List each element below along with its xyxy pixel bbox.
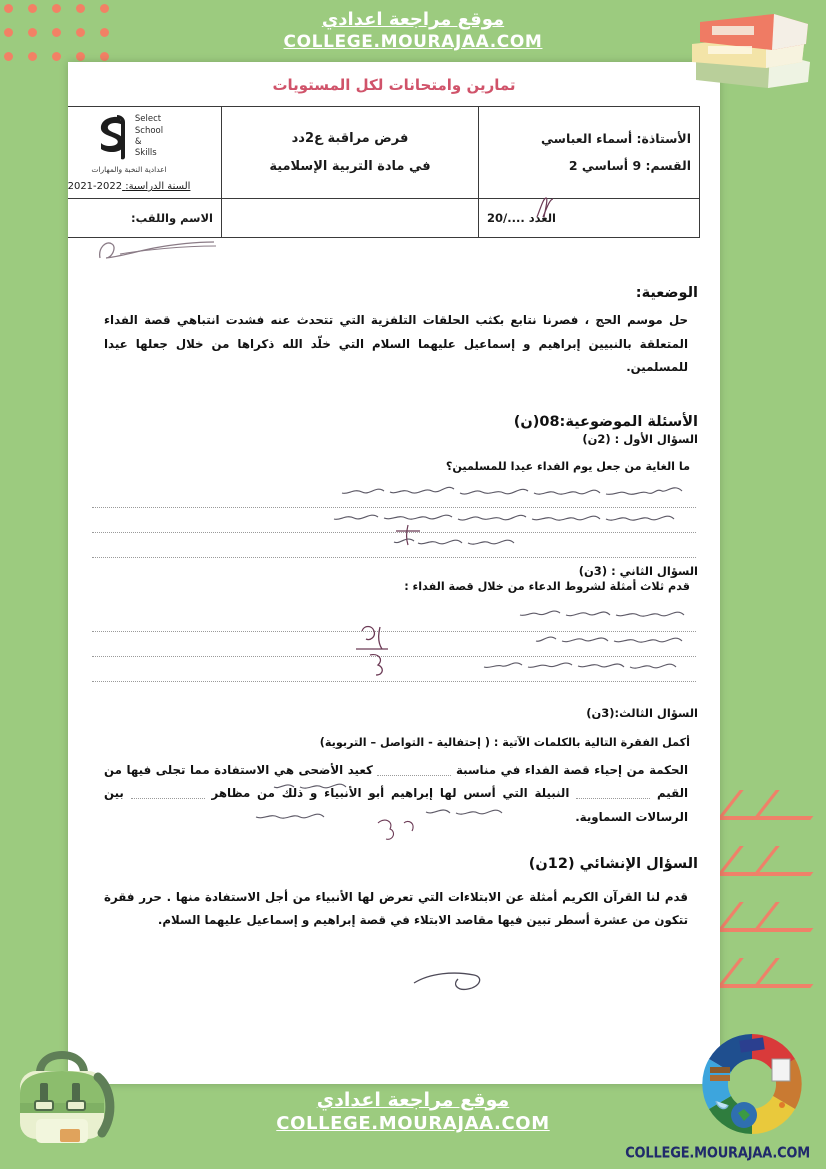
school-logo [68,113,213,192]
situation-text: حل موسم الحج ، فصرنا نتابع بكثب الحلقات التلفزية التي تتحدث عنه فشدت انتباهي قصة الفداء المتعلقة بالنبيين إبراهيم و إسماعيل عليهما السلام التي خلّد الله ذكراها من خلال جعلها عيدا للمسلمين. [104,313,688,375]
exam-header-table [68,106,700,238]
question-2-label: السؤال الثاني : (3ن) [578,563,698,578]
logo-cell [68,107,222,199]
fill-part-4: بين الرسالات السماوية. [104,786,688,824]
question-2-prompt: قدم ثلاث أمثلة لشروط الدعاء من خلال قصة الفداء : [404,579,690,593]
answer-line[interactable] [92,657,696,682]
class-number: 9 [632,157,642,173]
fill-blank-2[interactable] [576,798,650,799]
signature-scribble [90,232,220,272]
top-banner [0,0,826,62]
mark-label: العدد ..../20 [487,211,556,225]
table-row-identity [68,199,700,238]
answer-line[interactable] [92,632,696,657]
class-suffix: أساسي 2 [568,157,633,173]
fill-part-1: الحكمة من إحياء قصة الفداء في مناسبة [455,762,688,777]
class-prefix: القسم: [641,157,691,173]
question-3-prompt: أكمل الفقرة التالية بالكلمات الآتية : ( إحتفالية - التواصل – التربوية) [319,735,690,749]
answer-line[interactable] [92,607,696,632]
exam-paper [68,62,720,1084]
subject-cell [222,107,479,199]
teacher-name: الأستاذة: أسماء العباسي [541,131,691,147]
logo-word-3: & [134,137,142,147]
school-year-label: السنة الدراسية: [125,181,191,192]
mark-cell [479,199,700,238]
fill-blank-1[interactable] [377,775,451,776]
situation-heading: الوضعية: [635,285,698,301]
fill-blank-3[interactable] [131,798,205,799]
school-year [68,181,190,192]
objective-section-heading: الأسئلة الموضوعية:08(ن) [513,413,698,430]
teacher-cell [479,107,700,199]
question-1-prompt: ما الغاية من جعل يوم الفداء عيدا للمسلمين؟ [445,459,690,473]
fill-part-3: النبيلة التي أسس لها إبراهيم أبو الأنبياء و ذلك من مظاهر [211,786,570,801]
answer-line[interactable] [92,508,696,533]
exam-body [90,267,698,933]
school-year-value: 2021-2022 [68,181,123,192]
exam-type-prefix: فرض مراقبة ع [314,131,409,147]
question-3-label: السؤال الثالث:(3ن) [586,705,698,720]
school-logo-mark-icon [95,113,129,161]
handwriting-check-mark [408,965,498,999]
student-name-label: الاسم واللقب: [131,211,213,225]
chevron-arrows-icon [716,790,826,1005]
page-title: تمارين وامتحانات لكل المستويات [272,76,516,94]
essay-prompt: قدم لنا القرآن الكريم أمثلة عن الابتلاءات التي تعرض لها الأنبياء من أجل الاستفادة منها . حرر فقرة تتكون من عشرة أسطر تبين فيها مقاصد الابتلاء في قصة إبراهيم و إسماعيل عليهما السلام. [104,889,688,928]
subject-name: في مادة التربية الإسلامية [269,158,431,174]
logo-word-2: School [134,125,164,136]
logo-word-1: Select [134,114,162,125]
essay-section-heading: السؤال الإنشائي (12ن) [528,855,698,872]
table-row-main [68,107,700,199]
question-2-answer-area[interactable] [90,607,698,682]
exam-number: 2 [304,131,315,147]
bottom-banner-arabic: موقع مراجعة اعدادي [316,1088,510,1111]
logo-row [95,113,163,161]
class-name [487,153,691,179]
fill-part-2: كعيد الأضحى هي الاستفادة مما تجلى فيها من القيم [104,762,689,801]
bottom-banner [0,1089,826,1135]
empty-cell [222,199,479,238]
student-name-cell [68,199,222,238]
answer-line[interactable] [92,483,696,508]
corner-watermark: COLLEGE.MOURAJAA.COM [625,1144,810,1163]
exam-type-suffix: دد [291,131,305,147]
top-banner-url: COLLEGE.MOURAJAA.COM [283,31,543,52]
top-banner-arabic: موقع مراجعة اعدادي [321,9,505,31]
question-1-label: السؤال الأول : (2ن) [582,431,698,446]
bottom-banner-url: COLLEGE.MOURAJAA.COM [276,1112,550,1134]
answer-line[interactable] [92,533,696,558]
question-3-fill-paragraph [104,759,688,830]
exam-type [230,125,470,152]
question-1-answer-area[interactable] [90,483,698,558]
logo-words [135,114,163,160]
handwriting-answer-3 [228,773,528,845]
logo-arabic-subtitle: اعدادية النخبة والمهارات [91,165,167,174]
logo-word-4: Skills [134,148,157,159]
